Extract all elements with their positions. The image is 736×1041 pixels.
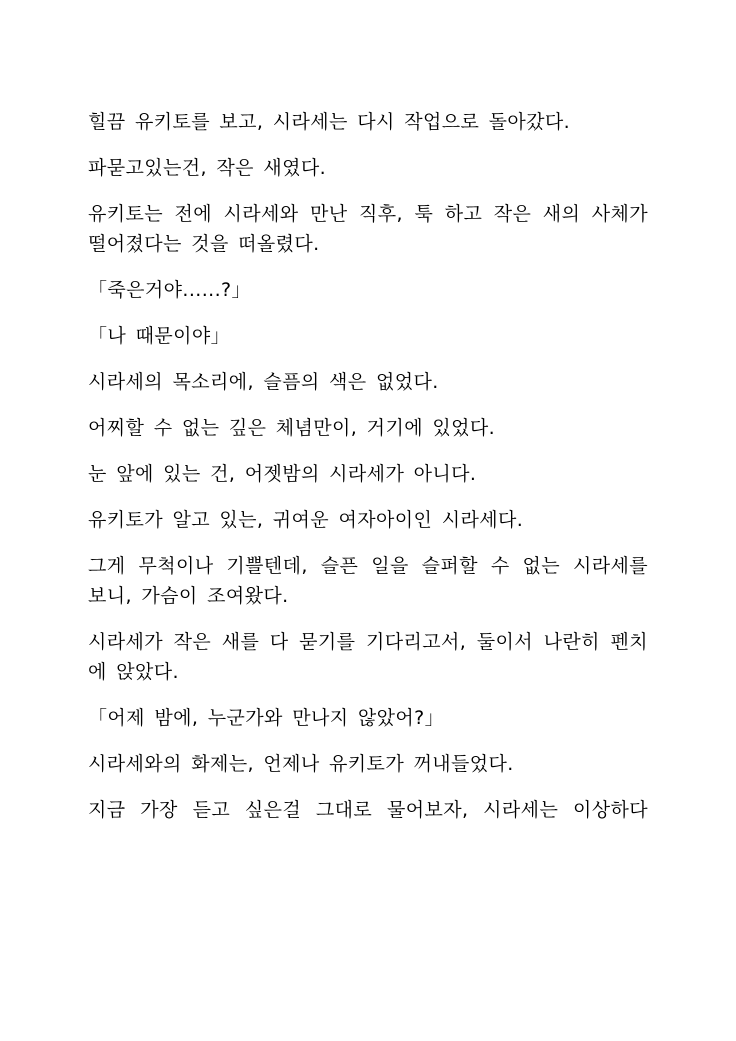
- paragraph: 지금 가장 듣고 싶은걸 그대로 물어보자, 시라세는 이상하다: [88, 799, 648, 821]
- paragraph: 유키토가 알고 있는, 귀여운 여자아이인 시라세다.: [88, 509, 524, 531]
- paragraph: 파묻고있는건, 작은 새였다.: [88, 157, 327, 179]
- dialogue-line: 「죽은거야......?」: [88, 279, 251, 301]
- paragraph: 시라세와의 화제는, 언제나 유키토가 꺼내들었다.: [88, 753, 514, 775]
- paragraph: 눈 앞에 있는 건, 어젯밤의 시라세가 아니다.: [88, 463, 477, 485]
- paragraph: 힐끔 유키토를 보고, 시라세는 다시 작업으로 돌아갔다.: [88, 111, 571, 133]
- document-page: [88, 107, 648, 841]
- paragraph: 시라세의 목소리에, 슬픔의 색은 없었다.: [88, 371, 439, 393]
- paragraph: 시라세가 작은 새를 다 묻기를 기다리고서, 둘이서 나란히 펜치에 앉았다.: [88, 631, 648, 683]
- dialogue-line: 「어제 밤에, 누군가와 만나지 않았어?」: [88, 707, 445, 729]
- paragraph: 어찌할 수 없는 깊은 체념만이, 거기에 있었다.: [88, 417, 496, 439]
- dialogue-line: 「나 때문이야」: [88, 325, 231, 347]
- paragraph: 유키토는 전에 시라세와 만난 직후, 툭 하고 작은 새의 사체가 떨어졌다는 것을 떠올렸다.: [88, 203, 648, 255]
- paragraph: 그게 무척이나 기쁠텐데, 슬픈 일을 슬퍼할 수 없는 시라세를 보니, 가슴이 조여왔다.: [88, 555, 648, 607]
